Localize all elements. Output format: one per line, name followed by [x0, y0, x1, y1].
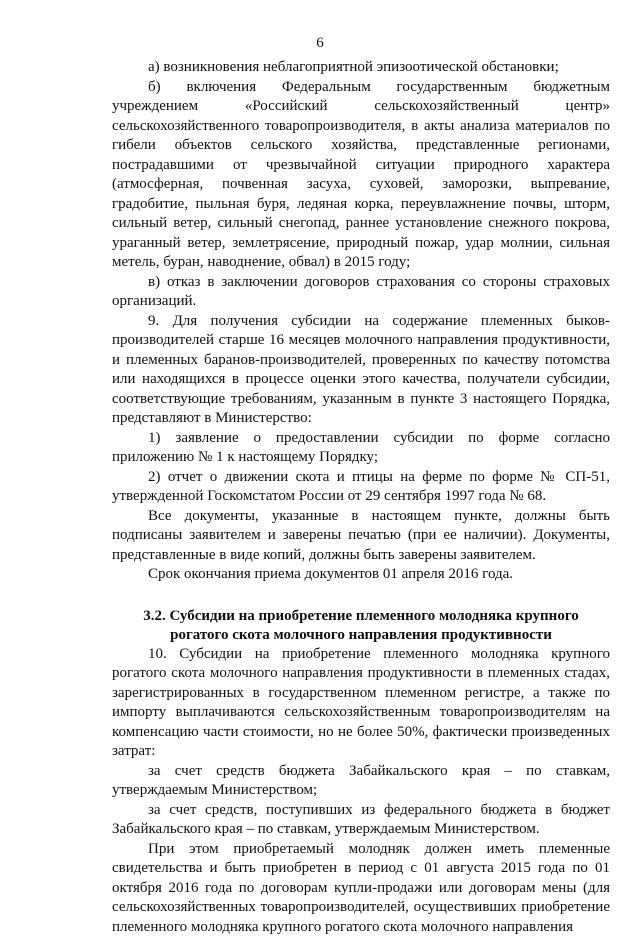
paragraph-regional-budget: за счет средств бюджета Забайкальского края – по ставкам, утверждаемым Министерством; — [112, 762, 610, 801]
section-heading-line-1: 3.2. Субсидии на приобретение племенного молодняка крупного — [112, 607, 610, 626]
paragraph-v: в) отказ в заключении договоров страхования со стороны страховых организаций. — [112, 273, 610, 312]
paragraph-documents-note: Все документы, указанные в настоящем пункте, должны быть подписаны заявителем и заверены печатью (при ее наличии). Документы, представленные в виде копий, должны быть заверены заявителем. — [112, 507, 610, 566]
paragraph-federal-budget: за счет средств, поступивших из федерального бюджета в бюджет Забайкальского края – по ставкам, утверждаемым Министерством. — [112, 801, 610, 840]
paragraph-deadline: Срок окончания приема документов 01 апреля 2016 года. — [112, 565, 610, 585]
paragraph-10: 10. Субсидии на приобретение племенного молодняка крупного рогатого скота молочного направления продуктивности в племенных стадах, зарегистрированных в государственном племенном регистре, а также по импорту выплачиваются сельскохозяйственным товаропроизводителям на компенсацию части стоимости, но не более 50%, фактически произведенных затрат: — [112, 645, 610, 762]
section-spacer — [112, 585, 610, 607]
paragraph-conditions: При этом приобретаемый молодняк должен иметь племенные свидетельства и быть приобретен в период с 01 августа 2015 года по 01 октября 2016 года по договорам купли-продажи или договорам мены (для сельскохозяйственных товаропроизводителей, осуществивших приобретение племенного молодняка крупного рогатого скота молочного направления — [112, 840, 610, 937]
paragraph-9-item-1: 1) заявление о предоставлении субсидии по форме согласно приложению № 1 к настоящему Порядку; — [112, 429, 610, 468]
page-number: 6 — [0, 34, 640, 53]
document-body — [112, 58, 610, 937]
paragraph-a: а) возникновения неблагоприятной эпизоотической обстановки; — [112, 58, 610, 78]
paragraph-b: б) включения Федеральным государственным бюджетным учреждением «Российский сельскохозяйственный центр» сельскохозяйственного товаропроизводителя, в акты анализа материалов по гибели объектов сельского хозяйства, представленные регионами, пострадавшими от чрезвычайной ситуации природного характера (атмосферная, почвенная засуха, суховей, заморозки, выпревание, градобитие, пыльная буря, ледяная корка, переувлажнение почвы, шторм, сильный ветер, сильный снегопад, раннее установление снежного покрова, ураганный ветер, землетрясение, природный пожар, удар молнии, сильная метель, буран, наводнение, обвал) в 2015 году; — [112, 78, 610, 273]
section-heading — [112, 607, 610, 645]
paragraph-9: 9. Для получения субсидии на содержание племенных быков-производителей старше 16 месяцев молочного направления продуктивности, и племенных баранов-производителей, проверенных по качеству потомства или находящихся в процессе оценки этого качества, получатели субсидии, соответствующие требованиям, указанным в пункте 3 настоящего Порядка, представляют в Министерство: — [112, 312, 610, 429]
paragraph-9-item-2: 2) отчет о движении скота и птицы на ферме по форме № СП-51, утвержденной Госкомстатом России от 29 сентября 1997 года № 68. — [112, 468, 610, 507]
section-heading-line-2: рогатого скота молочного направления продуктивности — [112, 626, 610, 645]
